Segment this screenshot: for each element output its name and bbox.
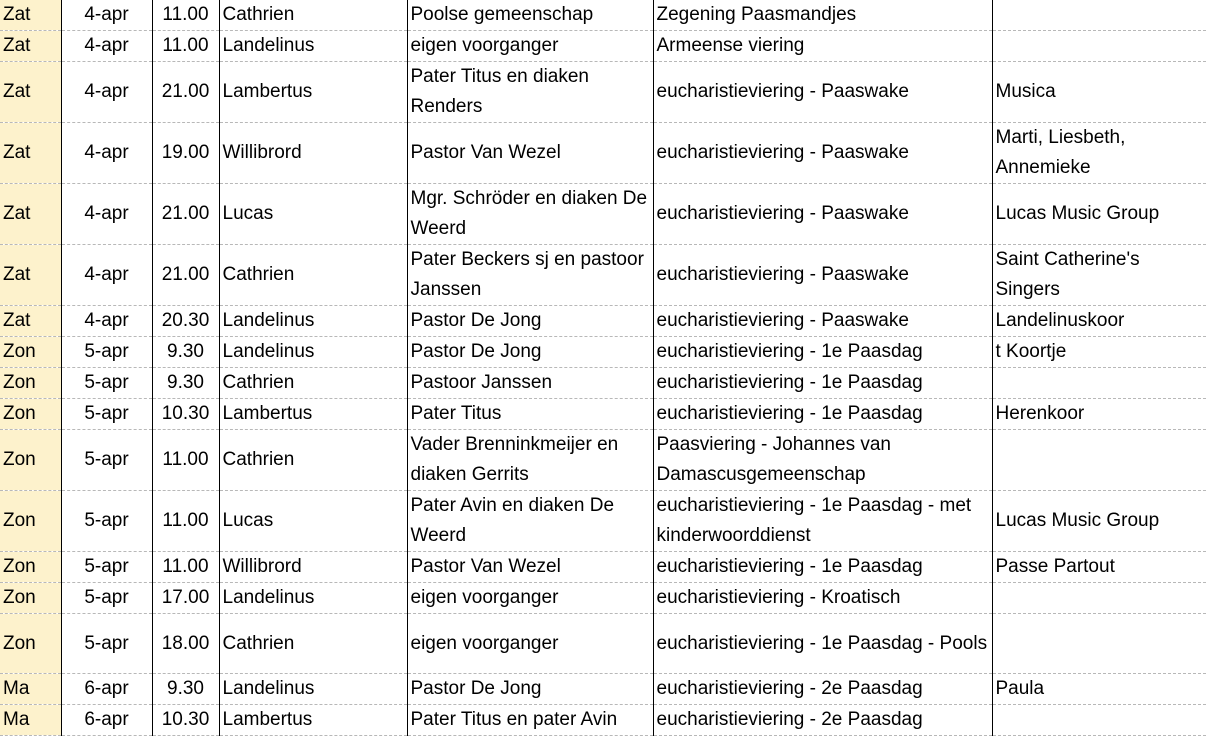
table-row — [0, 674, 1206, 705]
cell-music[interactable]: Marti, Liesbeth, Annemieke — [992, 123, 1206, 184]
cell-music[interactable]: Lucas Music Group — [992, 491, 1206, 552]
cell-church[interactable]: Cathrien — [219, 430, 407, 491]
cell-music[interactable]: Landelinuskoor — [992, 306, 1206, 337]
table-row — [0, 430, 1206, 491]
cell-day[interactable]: Zon — [0, 337, 61, 368]
cell-service[interactable]: eucharistieviering - 1e Paasdag - met kinderwoorddienst — [653, 491, 992, 552]
table-row — [0, 337, 1206, 368]
cell-church[interactable]: Landelinus — [219, 337, 407, 368]
cell-time[interactable]: 9.30 — [152, 368, 219, 399]
cell-service[interactable]: eucharistieviering - 1e Paasdag — [653, 337, 992, 368]
cell-leader[interactable]: eigen voorganger — [407, 614, 653, 674]
cell-date[interactable]: 6-apr — [61, 705, 152, 736]
cell-date[interactable]: 5-apr — [61, 614, 152, 674]
table-row — [0, 399, 1206, 430]
cell-service[interactable]: eucharistieviering - Paaswake — [653, 62, 992, 123]
cell-day[interactable]: Zat — [0, 123, 61, 184]
cell-church[interactable]: Cathrien — [219, 245, 407, 306]
cell-day[interactable]: Ma — [0, 705, 61, 736]
cell-day[interactable]: Zon — [0, 614, 61, 674]
cell-leader[interactable]: eigen voorganger — [407, 31, 653, 62]
cell-date[interactable]: 5-apr — [61, 491, 152, 552]
cell-leader[interactable]: eigen voorganger — [407, 583, 653, 614]
table-row — [0, 245, 1206, 306]
cell-church[interactable]: Landelinus — [219, 31, 407, 62]
cell-music[interactable]: Herenkoor — [992, 399, 1206, 430]
cell-date[interactable]: 5-apr — [61, 552, 152, 583]
cell-church[interactable]: Lambertus — [219, 705, 407, 736]
cell-time[interactable]: 11.00 — [152, 0, 219, 31]
cell-church[interactable]: Lucas — [219, 491, 407, 552]
cell-time[interactable]: 10.30 — [152, 705, 219, 736]
table-row — [0, 123, 1206, 184]
cell-time[interactable]: 19.00 — [152, 123, 219, 184]
cell-service[interactable]: Zegening Paasmandjes — [653, 0, 992, 31]
cell-date[interactable]: 4-apr — [61, 306, 152, 337]
cell-service[interactable]: Armeense viering — [653, 31, 992, 62]
cell-music[interactable] — [992, 705, 1206, 736]
cell-music[interactable]: Paula — [992, 674, 1206, 705]
cell-service[interactable]: eucharistieviering - 1e Paasdag - Pools — [653, 614, 992, 674]
cell-leader[interactable]: Pater Beckers sj en pastoor Janssen — [407, 245, 653, 306]
cell-time[interactable]: 21.00 — [152, 184, 219, 245]
cell-church[interactable]: Lambertus — [219, 399, 407, 430]
cell-date[interactable]: 4-apr — [61, 123, 152, 184]
cell-music[interactable]: Lucas Music Group — [992, 184, 1206, 245]
cell-service[interactable]: eucharistieviering - 2e Paasdag — [653, 674, 992, 705]
cell-church[interactable]: Cathrien — [219, 614, 407, 674]
cell-leader[interactable]: Pastor De Jong — [407, 674, 653, 705]
table-row — [0, 491, 1206, 552]
cell-church[interactable]: Willibrord — [219, 552, 407, 583]
cell-church[interactable]: Cathrien — [219, 0, 407, 31]
cell-music[interactable] — [992, 614, 1206, 674]
cell-leader[interactable]: Pastor Van Wezel — [407, 123, 653, 184]
cell-time[interactable]: 10.30 — [152, 399, 219, 430]
cell-leader[interactable]: Vader Brenninkmeijer en diaken Gerrits — [407, 430, 653, 491]
cell-service[interactable]: eucharistieviering - 1e Paasdag — [653, 368, 992, 399]
cell-day[interactable]: Zon — [0, 368, 61, 399]
table-row — [0, 31, 1206, 62]
cell-date[interactable]: 4-apr — [61, 245, 152, 306]
cell-music[interactable] — [992, 583, 1206, 614]
cell-day[interactable]: Ma — [0, 674, 61, 705]
cell-service[interactable]: eucharistieviering - Paaswake — [653, 306, 992, 337]
cell-date[interactable]: 4-apr — [61, 184, 152, 245]
cell-day[interactable]: Zon — [0, 491, 61, 552]
cell-service[interactable]: eucharistieviering - 2e Paasdag — [653, 705, 992, 736]
cell-service[interactable]: eucharistieviering - 1e Paasdag — [653, 552, 992, 583]
cell-church[interactable]: Cathrien — [219, 368, 407, 399]
cell-leader[interactable]: Poolse gemeenschap — [407, 0, 653, 31]
table-row — [0, 184, 1206, 245]
cell-date[interactable]: 6-apr — [61, 674, 152, 705]
cell-day[interactable]: Zat — [0, 245, 61, 306]
cell-day[interactable]: Zat — [0, 62, 61, 123]
cell-time[interactable]: 11.00 — [152, 552, 219, 583]
table-row — [0, 705, 1206, 736]
cell-service[interactable]: eucharistieviering - Kroatisch — [653, 583, 992, 614]
cell-day[interactable]: Zon — [0, 552, 61, 583]
cell-time[interactable]: 11.00 — [152, 31, 219, 62]
cell-leader[interactable]: Pater Titus en diaken Renders — [407, 62, 653, 123]
cell-church[interactable]: Lambertus — [219, 62, 407, 123]
cell-music[interactable]: Saint Catherine's Singers — [992, 245, 1206, 306]
cell-church[interactable]: Lucas — [219, 184, 407, 245]
cell-music[interactable] — [992, 368, 1206, 399]
table-row — [0, 614, 1206, 674]
cell-service[interactable]: eucharistieviering - Paaswake — [653, 184, 992, 245]
cell-music[interactable] — [992, 0, 1206, 31]
cell-day[interactable]: Zat — [0, 31, 61, 62]
cell-date[interactable]: 5-apr — [61, 399, 152, 430]
cell-date[interactable]: 5-apr — [61, 368, 152, 399]
cell-leader[interactable]: Mgr. Schröder en diaken De Weerd — [407, 184, 653, 245]
cell-leader[interactable]: Pastor Van Wezel — [407, 552, 653, 583]
cell-date[interactable]: 4-apr — [61, 31, 152, 62]
cell-church[interactable]: Willibrord — [219, 123, 407, 184]
cell-leader[interactable]: Pastoor Janssen — [407, 368, 653, 399]
cell-time[interactable]: 20.30 — [152, 306, 219, 337]
cell-music[interactable]: t Koortje — [992, 337, 1206, 368]
cell-day[interactable]: Zon — [0, 399, 61, 430]
cell-service[interactable]: eucharistieviering - Paaswake — [653, 123, 992, 184]
cell-music[interactable]: Musica — [992, 62, 1206, 123]
cell-church[interactable]: Landelinus — [219, 306, 407, 337]
cell-time[interactable]: 11.00 — [152, 491, 219, 552]
cell-day[interactable]: Zon — [0, 430, 61, 491]
cell-leader[interactable]: Pastor De Jong — [407, 337, 653, 368]
cell-music[interactable] — [992, 430, 1206, 491]
cell-date[interactable]: 5-apr — [61, 430, 152, 491]
table-row — [0, 583, 1206, 614]
cell-date[interactable]: 4-apr — [61, 62, 152, 123]
cell-time[interactable]: 18.00 — [152, 614, 219, 674]
cell-church[interactable]: Landelinus — [219, 583, 407, 614]
cell-time[interactable]: 11.00 — [152, 430, 219, 491]
cell-leader[interactable]: Pater Titus — [407, 399, 653, 430]
cell-time[interactable]: 21.00 — [152, 62, 219, 123]
cell-leader[interactable]: Pater Avin en diaken De Weerd — [407, 491, 653, 552]
cell-date[interactable]: 5-apr — [61, 337, 152, 368]
cell-time[interactable]: 17.00 — [152, 583, 219, 614]
cell-time[interactable]: 9.30 — [152, 337, 219, 368]
table-row — [0, 306, 1206, 337]
cell-music[interactable] — [992, 31, 1206, 62]
cell-music[interactable]: Passe Partout — [992, 552, 1206, 583]
cell-leader[interactable]: Pater Titus en pater Avin — [407, 705, 653, 736]
cell-leader[interactable]: Pastor De Jong — [407, 306, 653, 337]
cell-time[interactable]: 21.00 — [152, 245, 219, 306]
cell-service[interactable]: eucharistieviering - 1e Paasdag — [653, 399, 992, 430]
cell-day[interactable]: Zat — [0, 0, 61, 31]
cell-date[interactable]: 5-apr — [61, 583, 152, 614]
table-row — [0, 552, 1206, 583]
cell-church[interactable]: Landelinus — [219, 674, 407, 705]
table-row — [0, 62, 1206, 123]
table-row — [0, 0, 1206, 31]
cell-time[interactable]: 9.30 — [152, 674, 219, 705]
cell-service[interactable]: Paasviering - Johannes van Damascusgemeenschap — [653, 430, 992, 491]
cell-day[interactable]: Zat — [0, 306, 61, 337]
cell-day[interactable]: Zat — [0, 184, 61, 245]
cell-day[interactable]: Zon — [0, 583, 61, 614]
cell-date[interactable]: 4-apr — [61, 0, 152, 31]
cell-service[interactable]: eucharistieviering - Paaswake — [653, 245, 992, 306]
table-row — [0, 368, 1206, 399]
